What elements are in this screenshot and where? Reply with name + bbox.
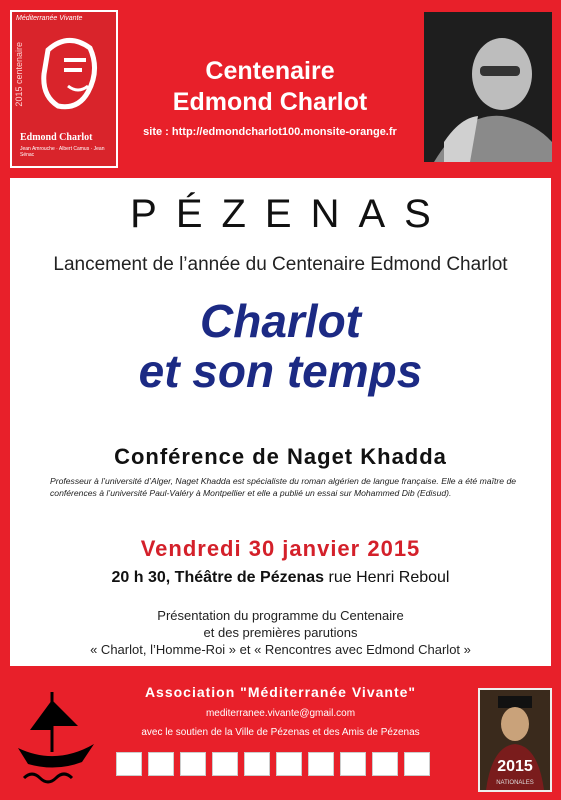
presentation-text (10, 607, 551, 658)
header-title (120, 56, 420, 118)
book-author-name: Edmond Charlot (20, 132, 93, 143)
speaker-description: Professeur à l’université d’Alger, Naget Khadda est spécialiste du roman algérien de langue française. Elle a été maître de conférences à l’université Paul-Valéry à Montpellier et elle a publié un essai sur Mohammed Dib (Edisud). (50, 476, 516, 498)
sponsor-logo (244, 752, 270, 776)
event-date: Vendredi 30 janvier 2015 (140, 536, 421, 561)
sponsor-logos (116, 752, 430, 776)
sponsor-logo (372, 752, 398, 776)
launch-subtitle: Lancement de l’année du Centenaire Edmond Charlot (53, 254, 508, 275)
stamp-year: 2015 (497, 758, 533, 775)
book-year-label: 2015 centenaire (14, 42, 24, 107)
header-title-line2: Edmond Charlot (172, 88, 368, 116)
event-panel (10, 178, 551, 666)
event-title (10, 296, 551, 396)
contact-email[interactable]: mediterranee.vivante@gmail.com (205, 708, 356, 719)
sponsor-logo (212, 752, 238, 776)
website-link[interactable]: site : http://edmondcharlot100.monsite-orange.fr (143, 126, 397, 138)
ship-logo-icon (12, 686, 98, 790)
event-title-line2: et son temps (138, 345, 423, 397)
sponsor-logo (180, 752, 206, 776)
event-title-line1: Charlot (200, 295, 361, 347)
presentation-line2: et des premières parutions (203, 625, 358, 640)
venue-street: rue Henri Reboul (324, 569, 450, 586)
venue-time-place: 20 h 30, Théâtre de Pézenas (111, 569, 325, 586)
book-subtitle: Jean Amrouche · Albert Camus · Jean Sénac (20, 146, 105, 158)
conference-heading: Conférence de Naget Khadda (114, 444, 447, 469)
presentation-line3: « Charlot, l’Homme-Roi » et « Rencontres avec Edmond Charlot » (90, 642, 471, 657)
commemorations-poster-image (478, 688, 552, 792)
city-heading: PÉZENAS (130, 192, 450, 236)
header-title-line1: Centenaire (205, 57, 335, 85)
support-text: avec le soutien de la Ville de Pézenas et des Amis de Pézenas (141, 727, 420, 738)
portrait-sketch-icon (28, 30, 108, 128)
sponsor-logo (276, 752, 302, 776)
sponsor-logo (116, 752, 142, 776)
stamp-label: NATIONALES (496, 780, 534, 786)
sponsor-logo (340, 752, 366, 776)
author-photo (424, 12, 552, 162)
association-name: Association "Méditerranée Vivante" (144, 684, 417, 700)
book-cover-image (10, 10, 118, 168)
sponsor-logo (308, 752, 334, 776)
event-venue (10, 569, 551, 587)
sponsor-logo (148, 752, 174, 776)
sponsor-logo (404, 752, 430, 776)
book-series-label: Méditerranée Vivante (16, 15, 83, 22)
presentation-line1: Présentation du programme du Centenaire (157, 608, 404, 623)
